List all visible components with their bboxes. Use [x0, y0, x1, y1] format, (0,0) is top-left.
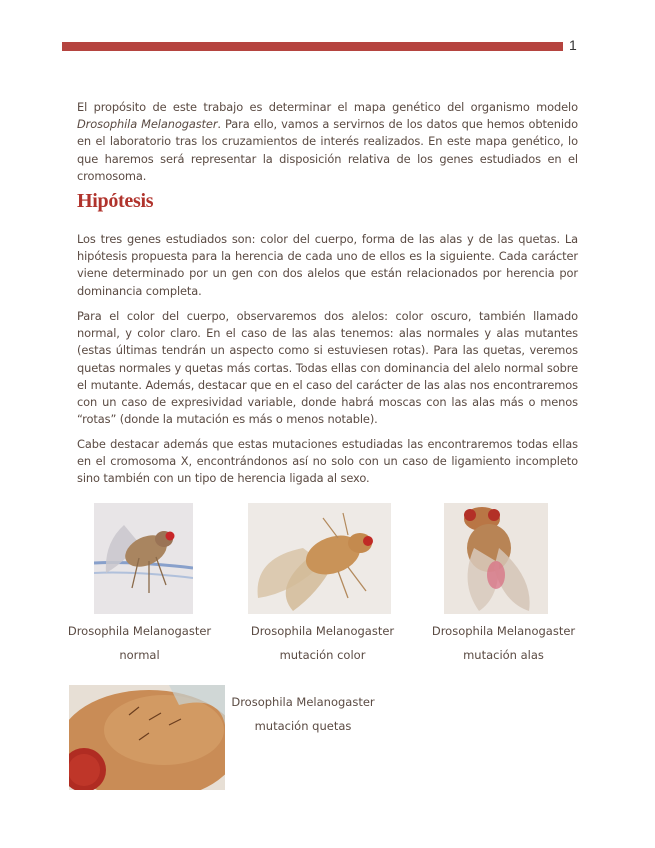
paragraph-alleles: Para el color del cuerpo, observaremos dos alelos: color oscuro, también llamado normal, y color claro. En el caso de las alas tenemos: alas normales y alas mutantes (estas últimas tendrán un aspecto como si estuviesen rotas). Para las quetas, veremos quetas normales y quetas más cortas. Todas ellas con dominancia del alelo normal sobre el mutante. Además, destacar que en el caso del carácter de las alas nos encontraremos con un caso de expresividad variable, donde habrá moscas con las alas más o menos “rotas” (donde la mutación es más o menos notable). [77, 309, 578, 427]
photo-fly-normal [94, 503, 193, 614]
intro-text-end: . Para ello, vamos a servirnos de los datos que hemos obtenido en el laboratorio tras los cruzamientos de interés realizados. En este mapa genético, lo que haremos será representar la disposición relativa de los genes estudiados en el cromosoma. [77, 117, 578, 183]
intro-text-start: El propósito de este trabajo es determinar el mapa genético del organismo modelo [77, 100, 578, 114]
photo-fly-bristle-mutation [69, 685, 225, 790]
page-number: 1 [569, 37, 577, 53]
header-bar [62, 42, 563, 51]
caption-bristles [228, 690, 378, 738]
photo-fly-wing-mutation [444, 503, 548, 614]
caption-wings [426, 619, 581, 667]
paragraph-genes: Los tres genes estudiados son: color del cuerpo, forma de las alas y de las quetas. La hipótesis propuesta para la herencia de cada uno de ellos es la siguiente. Cada carácter viene determinado por un gen con dos alelos que están relacionados por herencia por dominancia completa. [77, 232, 578, 298]
intro-species: Drosophila Melanogaster [77, 117, 218, 132]
caption-color-line2: mutación color [279, 648, 366, 662]
caption-wings-line2: mutación alas [463, 648, 544, 662]
section-heading: Hipótesis [77, 190, 154, 212]
caption-bristles-line2: mutación quetas [254, 719, 352, 733]
caption-normal-line2: normal [119, 648, 160, 662]
photo-fly-color-mutation [248, 503, 391, 614]
intro-paragraph [77, 99, 578, 185]
caption-normal-line1: Drosophila Melanogaster [67, 624, 212, 638]
caption-color-line1: Drosophila Melanogaster [250, 624, 395, 638]
caption-normal [62, 619, 217, 667]
caption-wings-line1: Drosophila Melanogaster [431, 624, 576, 638]
caption-color [245, 619, 400, 667]
caption-bristles-line1: Drosophila Melanogaster [231, 695, 375, 709]
paragraph-chromosome: Cabe destacar además que estas mutaciones estudiadas las encontraremos todas ellas en el cromosoma X, encontrándonos así no solo con un caso de ligamiento incompleto sino también con un tipo de herencia ligada al sexo. [77, 437, 578, 486]
